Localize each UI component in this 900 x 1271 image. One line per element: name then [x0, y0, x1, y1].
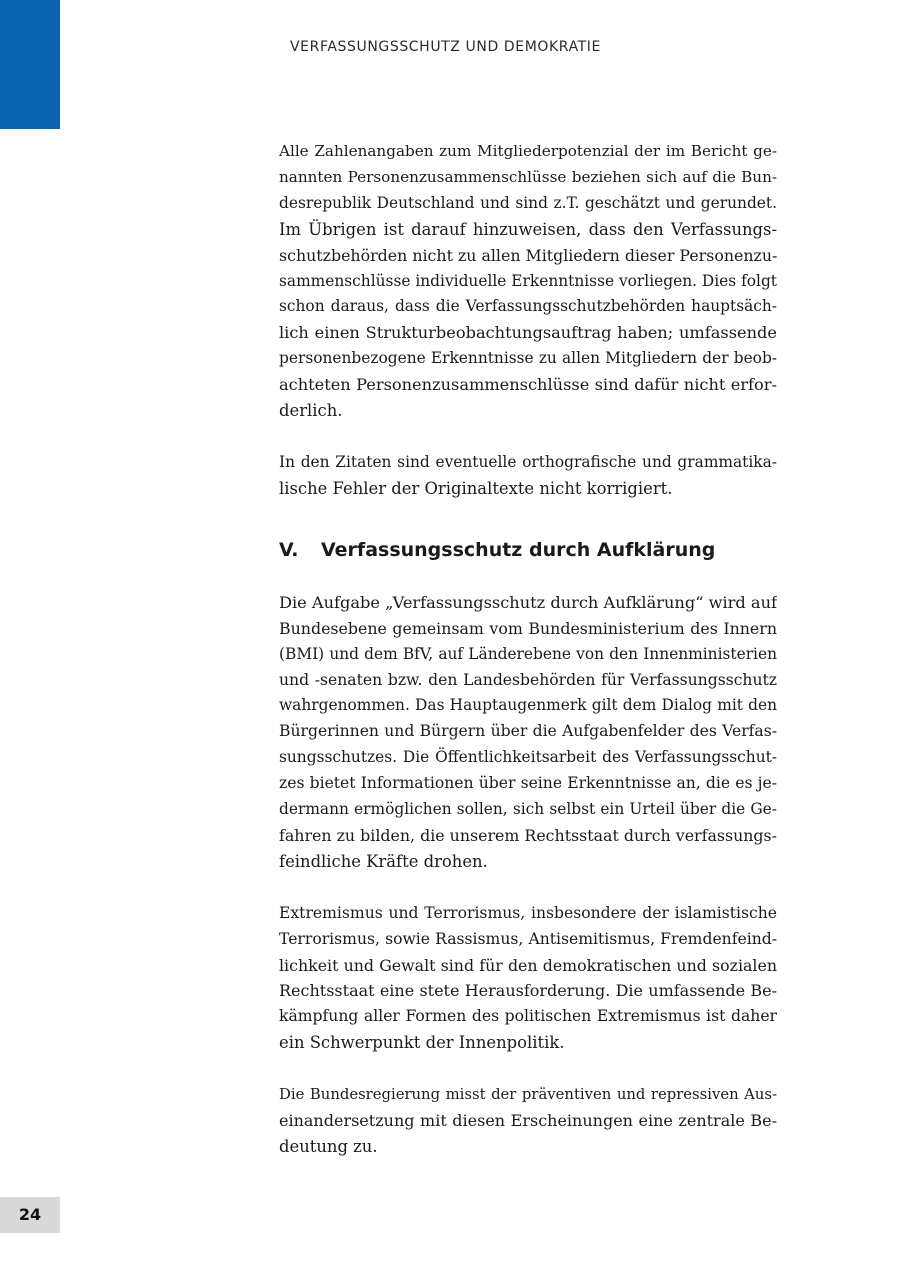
- text-line: fahren zu bilden, die unserem Rechtsstaat durch verfassungs-: [279, 825, 777, 845]
- text-line: einandersetzung mit diesen Erscheinungen eine zentrale Be-: [279, 1111, 777, 1131]
- text-line: Bürgerinnen und Bürgern über die Aufgabenfelder des Verfas-: [279, 722, 777, 741]
- text-line: achteten Personenzusammenschlüsse sind dafür nicht erfor-: [279, 375, 777, 395]
- text-line: Alle Zahlenangaben zum Mitgliederpotenzial der im Bericht ge-: [279, 142, 777, 160]
- text-line: schutzbehörden nicht zu allen Mitgliedern dieser Personenzu-: [279, 245, 777, 265]
- text-line: derlich.: [279, 401, 343, 421]
- text-line: lische Fehler der Originaltexte nicht korrigiert.: [279, 478, 673, 498]
- text-line: dermann ermöglichen sollen, sich selbst ein Urteil über die Ge-: [279, 800, 777, 819]
- running-header-title: VERFASSUNGSSCHUTZ UND DEMOKRATIE: [290, 39, 601, 55]
- text-line: In den Zitaten sind eventuelle orthografische und grammatika-: [279, 452, 777, 471]
- text-line: Terrorismus, sowie Rassismus, Antisemitismus, Fremdenfeind-: [279, 929, 777, 948]
- text-line: Die Bundesregierung misst der präventiven und repressiven Aus-: [279, 1086, 777, 1104]
- text-line: lichkeit und Gewalt sind für den demokratischen und sozialen: [279, 955, 777, 975]
- section-paragraph: [279, 1082, 777, 1160]
- text-line: und -senaten bzw. den Landesbehörden für Verfassungsschutz: [279, 670, 777, 689]
- section-paragraphs: [279, 590, 777, 1160]
- text-line: schon daraus, dass die Verfassungsschutzbehörden hauptsäch-: [279, 297, 777, 316]
- text-line: sungsschutzes. Die Öffentlichkeitsarbeit des Verfassungsschut-: [279, 748, 777, 767]
- page-body: [279, 139, 777, 1186]
- text-line: Rechtsstaat eine stete Herausforderung. Die umfassende Be-: [279, 981, 777, 1001]
- header-color-block: [0, 0, 60, 129]
- text-line: kämpfung aller Formen des politischen Extremismus ist daher: [279, 1007, 777, 1026]
- text-line: zes bietet Informationen über seine Erkenntnisse an, die es je-: [279, 774, 777, 793]
- intro-paragraphs: [279, 139, 777, 502]
- text-line: personenbezogene Erkenntnisse zu allen Mitgliedern der beob-: [279, 349, 777, 368]
- text-line: desrepublik Deutschland und sind z.T. geschätzt und gerundet.: [279, 193, 777, 212]
- text-line: wahrgenommen. Das Hauptaugenmerk gilt dem Dialog mit den: [279, 696, 777, 715]
- text-line: nannten Personenzusammenschlüsse beziehen sich auf die Bun-: [279, 167, 777, 186]
- text-line: lich einen Strukturbeobachtungsauftrag haben; umfassende: [279, 323, 777, 343]
- page-number: 24: [0, 1197, 60, 1233]
- text-line: (BMI) und dem BfV, auf Länderebene von den Innenministerien: [279, 644, 777, 663]
- text-line: deutung zu.: [279, 1137, 378, 1156]
- text-line: sammenschlüsse individuelle Erkenntnisse vorliegen. Dies folgt: [279, 271, 777, 290]
- intro-paragraph: [279, 139, 777, 424]
- text-line: ein Schwerpunkt der Innenpolitik.: [279, 1033, 565, 1053]
- section-paragraph: [279, 901, 777, 1056]
- text-line: feindliche Kräfte drohen.: [279, 851, 488, 871]
- section-paragraph: [279, 590, 777, 875]
- intro-paragraph: [279, 450, 777, 502]
- text-line: Die Aufgabe „Verfassungsschutz durch Aufklärung“ wird auf: [279, 592, 777, 612]
- text-line: Bundesebene gemeinsam vom Bundesministerium des Innern: [279, 618, 777, 638]
- text-line: Extremismus und Terrorismus, insbesondere der islamistische: [279, 903, 777, 922]
- text-line: Im Übrigen ist darauf hinzuweisen, dass den Verfassungs-: [279, 219, 777, 239]
- section-number: V.: [279, 538, 299, 561]
- section-heading: [279, 536, 777, 564]
- section-title: Verfassungsschutz durch Aufklärung: [321, 538, 716, 561]
